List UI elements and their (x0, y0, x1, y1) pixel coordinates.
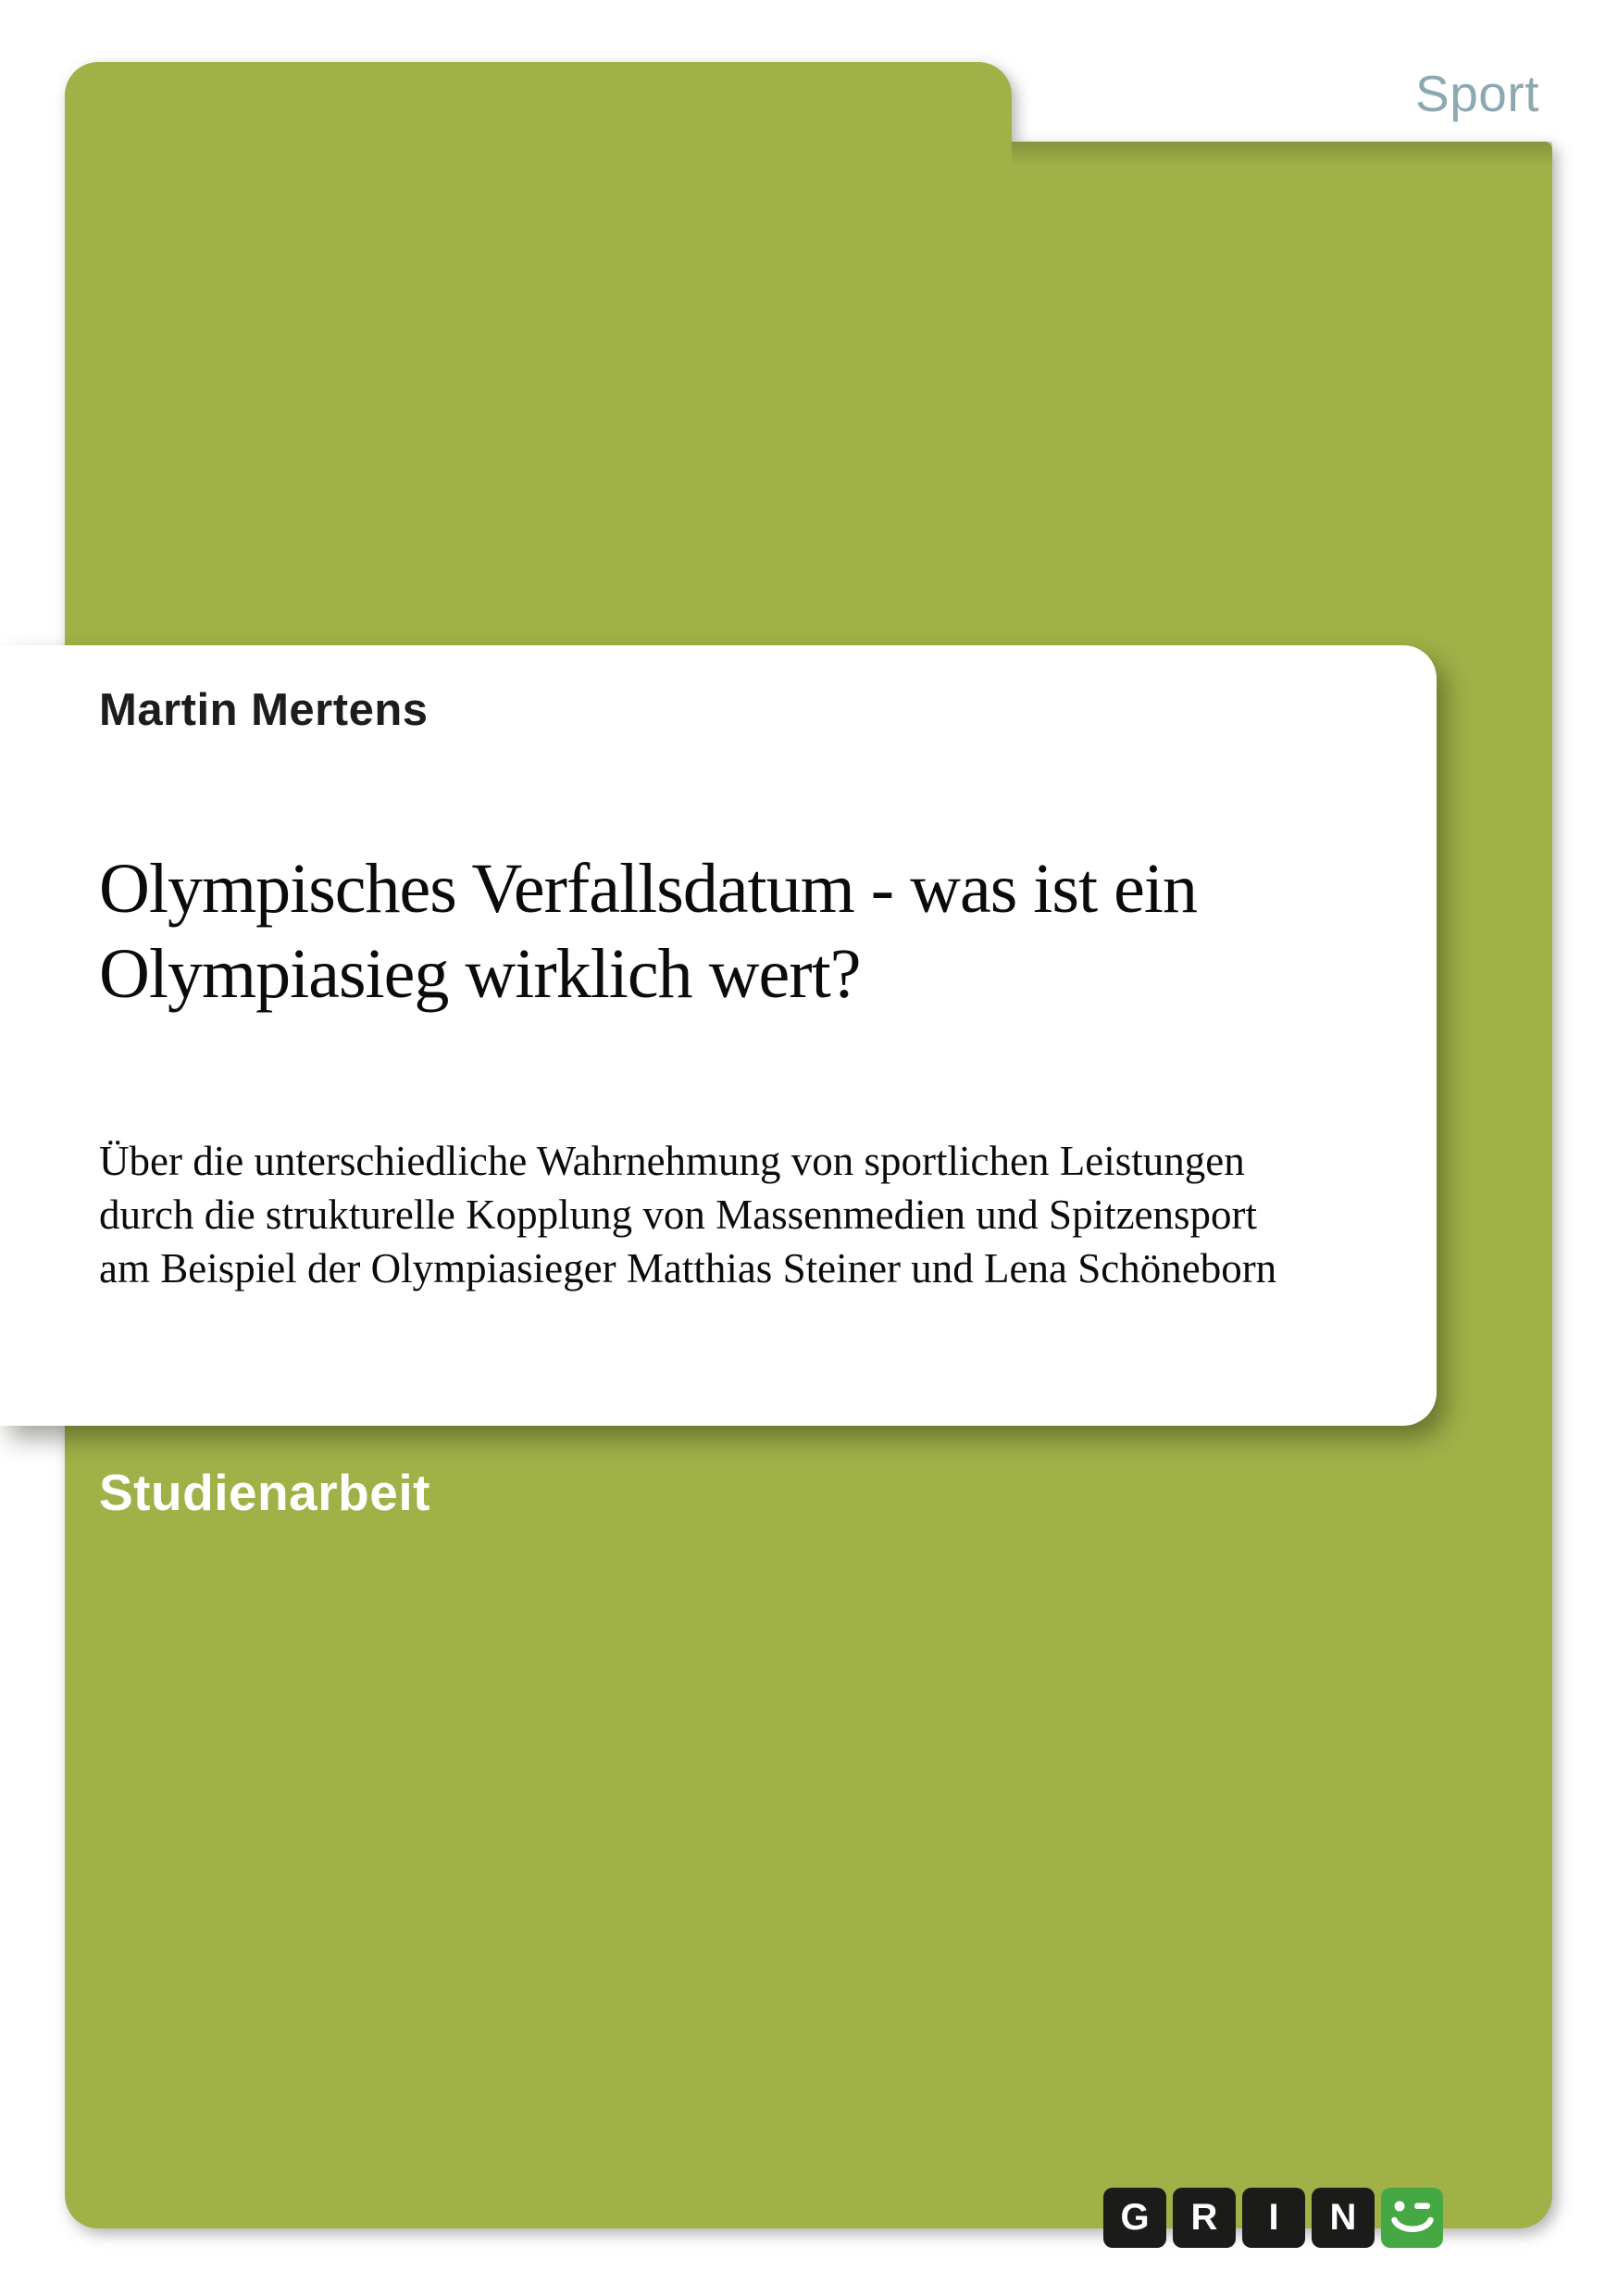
author-name: Martin Mertens (99, 685, 429, 735)
book-subtitle-line-1: Über die unterschiedliche Wahrnehmung von sportlichen Leistungen (99, 1138, 1245, 1184)
book-title-line-1: Olympisches Verfallsdatum - was ist ein (99, 850, 1197, 928)
book-title-line-2: Olympiasieg wirklich wert? (99, 935, 861, 1013)
logo-letter-box-r: R (1173, 2188, 1236, 2248)
folder-notch-shadow (1012, 142, 1552, 166)
winking-smiley-icon (1391, 2199, 1434, 2238)
title-card (0, 645, 1437, 1426)
book-subtitle-line-3: am Beispiel der Olympiasieger Matthias Steiner und Lena Schöneborn (99, 1245, 1277, 1292)
book-subtitle-line-2: durch die strukturelle Kopplung von Massenmedien und Spitzensport (99, 1192, 1258, 1238)
grin-logo (1103, 2188, 1443, 2248)
logo-letter-box-i: I (1242, 2188, 1305, 2248)
document-type-label: Studienarbeit (99, 1464, 430, 1521)
book-subtitle (99, 1134, 1276, 1295)
logo-letter-box-n: N (1312, 2188, 1375, 2248)
logo-letter-box-g: G (1103, 2188, 1166, 2248)
category-label: Sport (1415, 65, 1539, 122)
book-title (99, 846, 1197, 1017)
logo-smiley-box (1381, 2188, 1443, 2248)
